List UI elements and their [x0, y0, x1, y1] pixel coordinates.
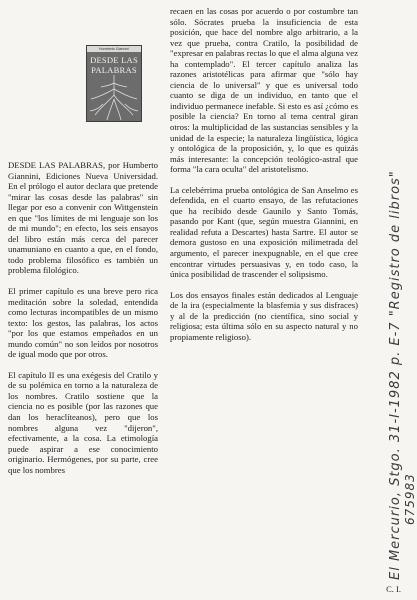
- handwritten-catalog-number: 675983: [403, 473, 417, 525]
- book-cover-author-band: Humberto Giannini: [87, 46, 141, 52]
- tree-roots-illustration: [87, 75, 141, 121]
- book-cover-image: [86, 45, 142, 122]
- author-signature: C. I.: [386, 584, 401, 594]
- paragraph-chapters-5-6: Los dos ensayos finales están dedicados al Lenguaje de la ira (especialmente la blasfemia y sus disfraces) y al de la predicción (no científica, sino social y religiosa; esta última sólo en su aspecto natural y no propiamente religioso).: [170, 289, 358, 342]
- left-column: [8, 160, 158, 475]
- paragraph-chapter-1: El primer capítulo es una breve pero rica meditación sobre la soledad, entendida como lecturas incompatibles de un mismo texto: los gestos, las palabras, los actos "por los que estamos empeñados en un mundo común" no son leídos por nosotros de igual modo que por otros.: [8, 286, 158, 360]
- paragraph-chapter-4: La celebérrima prueba ontológica de San Anselmo es defendida, en el cuarto ensayo, de las refutaciones que ha recibido desde Gaunilo y Santo Tomás, pasando por Kant (que, según muestra Giannini, en realidad refuta a Descartes) hasta Sartre. El autor se demora gustoso en una exposición milimetrada del argumento, el parecer inexpugnable, en el que cree encontrar virtudes persuasivas y, en todo caso, la única posibilidad de trascender el solipsismo.: [170, 184, 358, 280]
- paragraph-chapter-3: recaen en las cosas por acuerdo o por costumbre tan sólo. Sócrates prueba la insuficiencia de esta posición, que hace del nombre algo arbitrario, a la vez que prueba, contra Cratilo, la posibilidad de "expresar en palabras rectas lo que el alma alguna vez ha contemplado". El tercer capítulo analiza las razones aristotélicas para afirmar que "sólo hay ciencia de lo universal" y que es universal todo cuanto se diga de un individuo, en tanto que el individuo permanece inefable. Si esto es así ¿cómo es posible la ciencia? En torno al tema central giran otros: la multiplicidad de las sustancias sensibles y la unidad de la especie; la naturaleza lingüística, lógica y ontológica de la proposición, y, lo que es quizás más interesante: la concepción teológico-astral que forma "la cara oculta" del aristotelismo.: [170, 6, 358, 175]
- handwritten-source-note: El Mercurio, Stgo. 31-I-1982 p. E-7 "Registro de libros": [388, 170, 403, 580]
- paragraph-intro: DESDE LAS PALABRAS, por Humberto Giannini, Ediciones Nueva Universidad. En el prólogo el autor declara que pretende "mirar las cosas desde las palabras" sin llegar por eso a convenir con Wittgenstein en que "los límites de mi lenguaje son los de mi mundo"; en efecto, los seis ensayos del libro están más cerca del parecer unamuniano en cuanto a que, en el fondo, todo problema filosófico es también un problema filológico.: [8, 160, 158, 276]
- book-cover-title-line2: PALABRAS: [91, 65, 137, 75]
- book-cover-title-line1: DESDE LAS: [90, 55, 138, 65]
- paragraph-chapter-2: El capítulo II es una exégesis del Cratilo y de su polémica en torno a la naturaleza de los nombres. Cratilo sostiene que la ciencia no es posible (por las razones que dan los heraclíteanos), pero que los nombres alguna vez "dijeron", efectivamente, a la cosa. La etimología puede aspirar a ese conocimiento originario. Hermógenes, por su parte, cree que los nombres: [8, 369, 158, 475]
- right-column: [170, 6, 358, 342]
